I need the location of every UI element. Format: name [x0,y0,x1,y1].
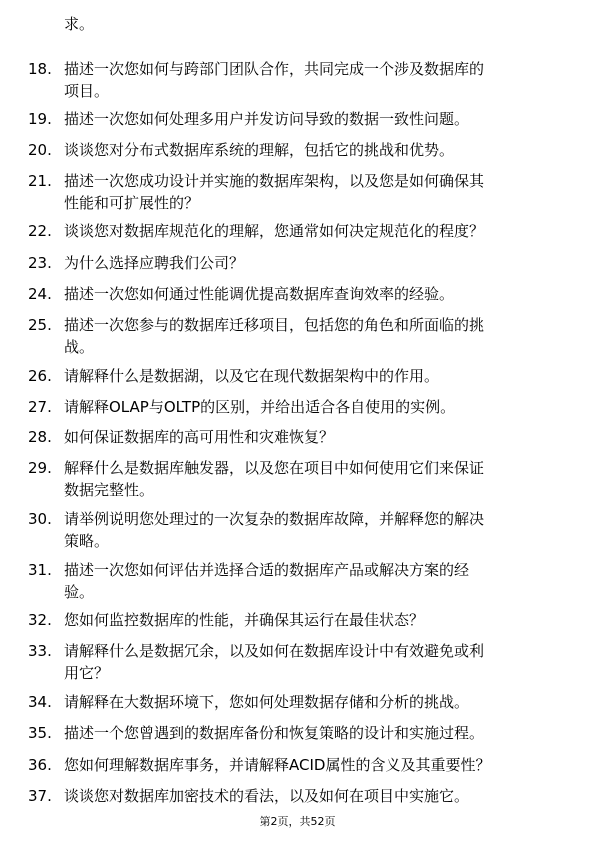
question-text: 谈谈您对数据库规范化的理解，您通常如何决定规范化的程度？ [64,222,485,240]
continuation-text: 求。 [64,15,95,33]
question-number: 33. [28,642,52,660]
question-number: 37. [28,787,52,805]
question-text: 描述一次您参与的数据库迁移项目，包括您的角色和所面临的挑 战。 [64,316,485,356]
question-text: 您如何理解数据库事务，并请解释ACID属性的含义及其重要性？ [64,756,491,774]
question-number: 25. [28,316,52,334]
question-text: 描述一次您成功设计并实施的数据库架构，以及您是如何确保其 性能和可扩展性的？ [64,172,485,212]
question-text: 描述一次您如何通过性能调优提高数据库查询效率的经验。 [64,285,455,303]
question-number: 28. [28,428,52,446]
question-number: 29. [28,459,52,477]
question-text: 谈谈您对分布式数据库系统的理解，包括它的挑战和优势。 [64,141,455,159]
question-number: 31. [28,561,52,579]
question-number: 26. [28,367,52,385]
question-text: 描述一个您曾遇到的数据库备份和恢复策略的设计和实施过程。 [64,724,485,742]
question-number: 18. [28,60,52,78]
question-text: 请解释OLAP与OLTP的区别，并给出适合各自使用的实例。 [64,398,456,416]
question-number: 24. [28,285,52,303]
question-text: 如何保证数据库的高可用性和灾难恢复？ [64,428,335,446]
question-number: 35. [28,724,52,742]
question-text: 描述一次您如何评估并选择合适的数据库产品或解决方案的经 验。 [64,561,470,601]
question-number: 27. [28,398,52,416]
question-text: 为什么选择应聘我们公司？ [64,254,245,272]
question-text: 解释什么是数据库触发器，以及您在项目中如何使用它们来保证 数据完整性。 [64,459,485,499]
page-footer: 第2页，共52页 [259,815,336,828]
question-number: 36. [28,756,52,774]
question-number: 30. [28,510,52,528]
question-number: 22. [28,222,52,240]
question-text: 请解释什么是数据湖，以及它在现代数据架构中的作用。 [64,367,440,385]
question-number: 19. [28,110,52,128]
question-number: 21. [28,172,52,190]
question-number: 23. [28,254,52,272]
question-number: 34. [28,693,52,711]
question-number: 20. [28,141,52,159]
question-text: 请举例说明您处理过的一次复杂的数据库故障，并解释您的解决 策略。 [64,510,485,550]
question-text: 描述一次您如何处理多用户并发访问导致的数据一致性问题。 [64,110,470,128]
question-number: 32. [28,611,52,629]
question-text: 请解释在大数据环境下，您如何处理数据存储和分析的挑战。 [64,693,470,711]
question-text: 您如何监控数据库的性能，并确保其运行在最佳状态？ [64,611,425,629]
question-text: 描述一次您如何与跨部门团队合作，共同完成一个涉及数据库的 项目。 [64,60,485,100]
question-text: 谈谈您对数据库加密技术的看法，以及如何在项目中实施它。 [64,787,470,805]
question-text: 请解释什么是数据冗余，以及如何在数据库设计中有效避免或利 用它？ [64,642,485,682]
